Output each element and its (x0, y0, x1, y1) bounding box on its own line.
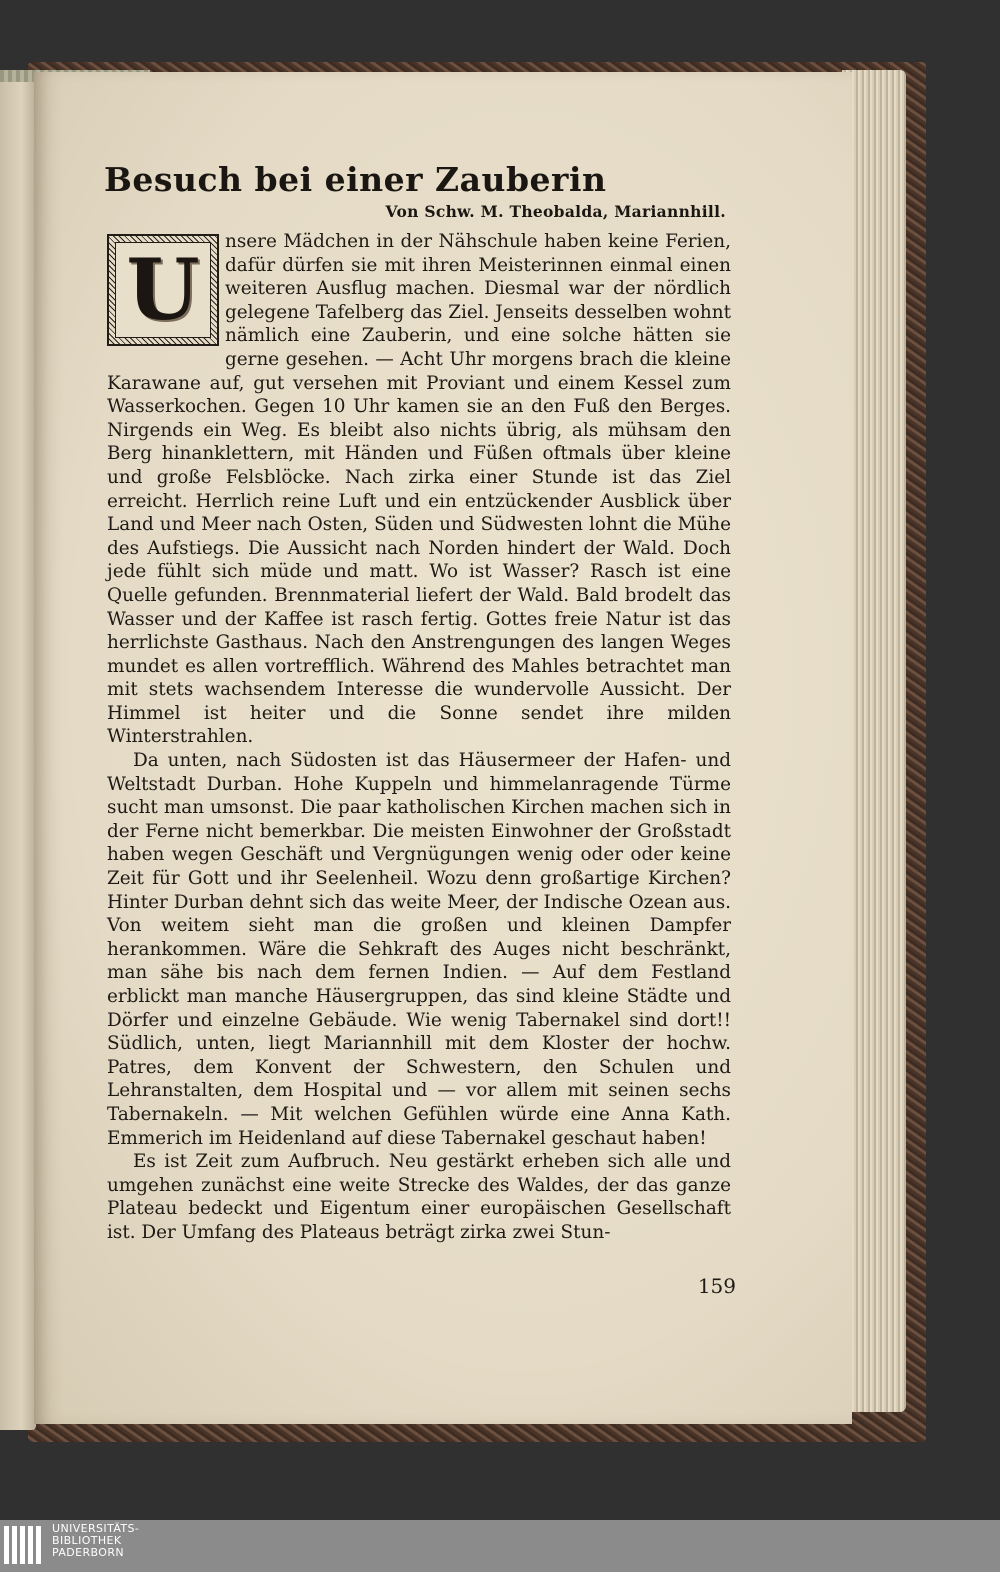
library-logo-icon (0, 1520, 46, 1572)
paragraph-1: nsere Mädchen in der Nähschule haben keine Ferien, dafür dürfen sie mit ihren Meisterinnen einmal einen weiteren Ausflug machen. Diesmal war der nördlich gelegene Tafelberg das Ziel. Jenseits desselben wohnt nämlich eine Zauberin, und eine solche hätten sie gerne gesehen. — Acht Uhr morgens brach die kleine Karawane auf, gut versehen mit Proviant und einem Kessel zum Wasserkochen. Gegen 10 Uhr kamen sie an den Fuß den Berges. Nirgends ein Weg. Es bleibt also nichts übrig, als mühsam den Berg hinanklettern, mit Händen und Füßen oftmals über kleine und große Felsblöcke. Nach zirka einer Stunde ist das Ziel erreicht. Herrlich reine Luft und ein entzückender Ausblick über Land und Meer nach Osten, Süden und Südwesten lohnt die Mühe des Aufstiegs. Die Aussicht nach Norden hindert der Wald. Doch jede fühlt sich müde und matt. Wo ist Wasser? Rasch ist eine Quelle gefunden. Brennmaterial liefert der Wald. Bald brodelt das Wasser und der Kaffee ist rasch fertig. Gottes freie Natur ist das herrlichste Gasthaus. Nach den Anstrengungen des langen Weges mundet es allen vortrefflich. Während des Mahles betrachtet man mit stets wachsendem Interesse die wundervolle Aussicht. Der Himmel ist heiter und die Sonne sendet ihre milden Winterstrahlen. (107, 231, 731, 748)
article-body (107, 230, 731, 1280)
page-number: 159 (697, 1274, 736, 1298)
library-logo-text: UNIVERSITÄTS- BIBLIOTHEK PADERBORN (52, 1522, 140, 1559)
paragraph-3: Es ist Zeit zum Aufbruch. Neu gestärkt erheben sich alle und umgehen zunächst eine weite Strecke des Waldes, der das ganze Plateau bedeckt und Eigentum einer europäischen Gesellschaft ist. Der Umfang des Plateaus beträgt zirka zwei Stun- (107, 1151, 731, 1243)
left-page-edge (0, 78, 36, 1430)
article-title: Besuch bei einer Zauberin (104, 160, 607, 199)
drop-cap-ornament (107, 234, 219, 346)
drop-cap-letter: U (126, 240, 200, 339)
paragraph-2: Da unten, nach Südosten ist das Häusermeer der Hafen- und Weltstadt Durban. Hohe Kuppeln und himmelanragende Türme sucht man umsonst. Die paar katholischen Kirchen machen sich in der Ferne nicht bemerkbar. Die meisten Einwohner der Großstadt haben wegen Geschäft und Vergnügungen wenig oder oder keine Zeit für Gott und ihr Seelenheil. Wozu denn großartige Kirchen? Hinter Durban dehnt sich das weite Meer, der Indische Ozean aus. Von weitem sieht man die großen und kleinen Dampfer herankommen. Wäre die Sehkraft des Auges nicht beschränkt, man sähe bis nach dem fernen Indien. — Auf dem Festland erblickt man manche Häusergruppen, das sind kleine Städte und Dörfer und einzelne Gebäude. Wie wenig Tabernakel sind dort!! Südlich, unten, liegt Mariannhill mit dem Kloster der hochw. Patres, dem Konvent der Schwestern, den Schulen und Lehranstalten, dem Hospital und — vor allem mit seinen sechs Tabernakeln. — Mit welchen Gefühlen würde eine Anna Kath. Emmerich im Heidenland auf diese Tabernakel geschaut haben! (107, 750, 731, 1149)
library-footer (0, 1520, 1000, 1572)
article-byline: Von Schw. M. Theobalda, Mariannhill. (385, 202, 726, 221)
